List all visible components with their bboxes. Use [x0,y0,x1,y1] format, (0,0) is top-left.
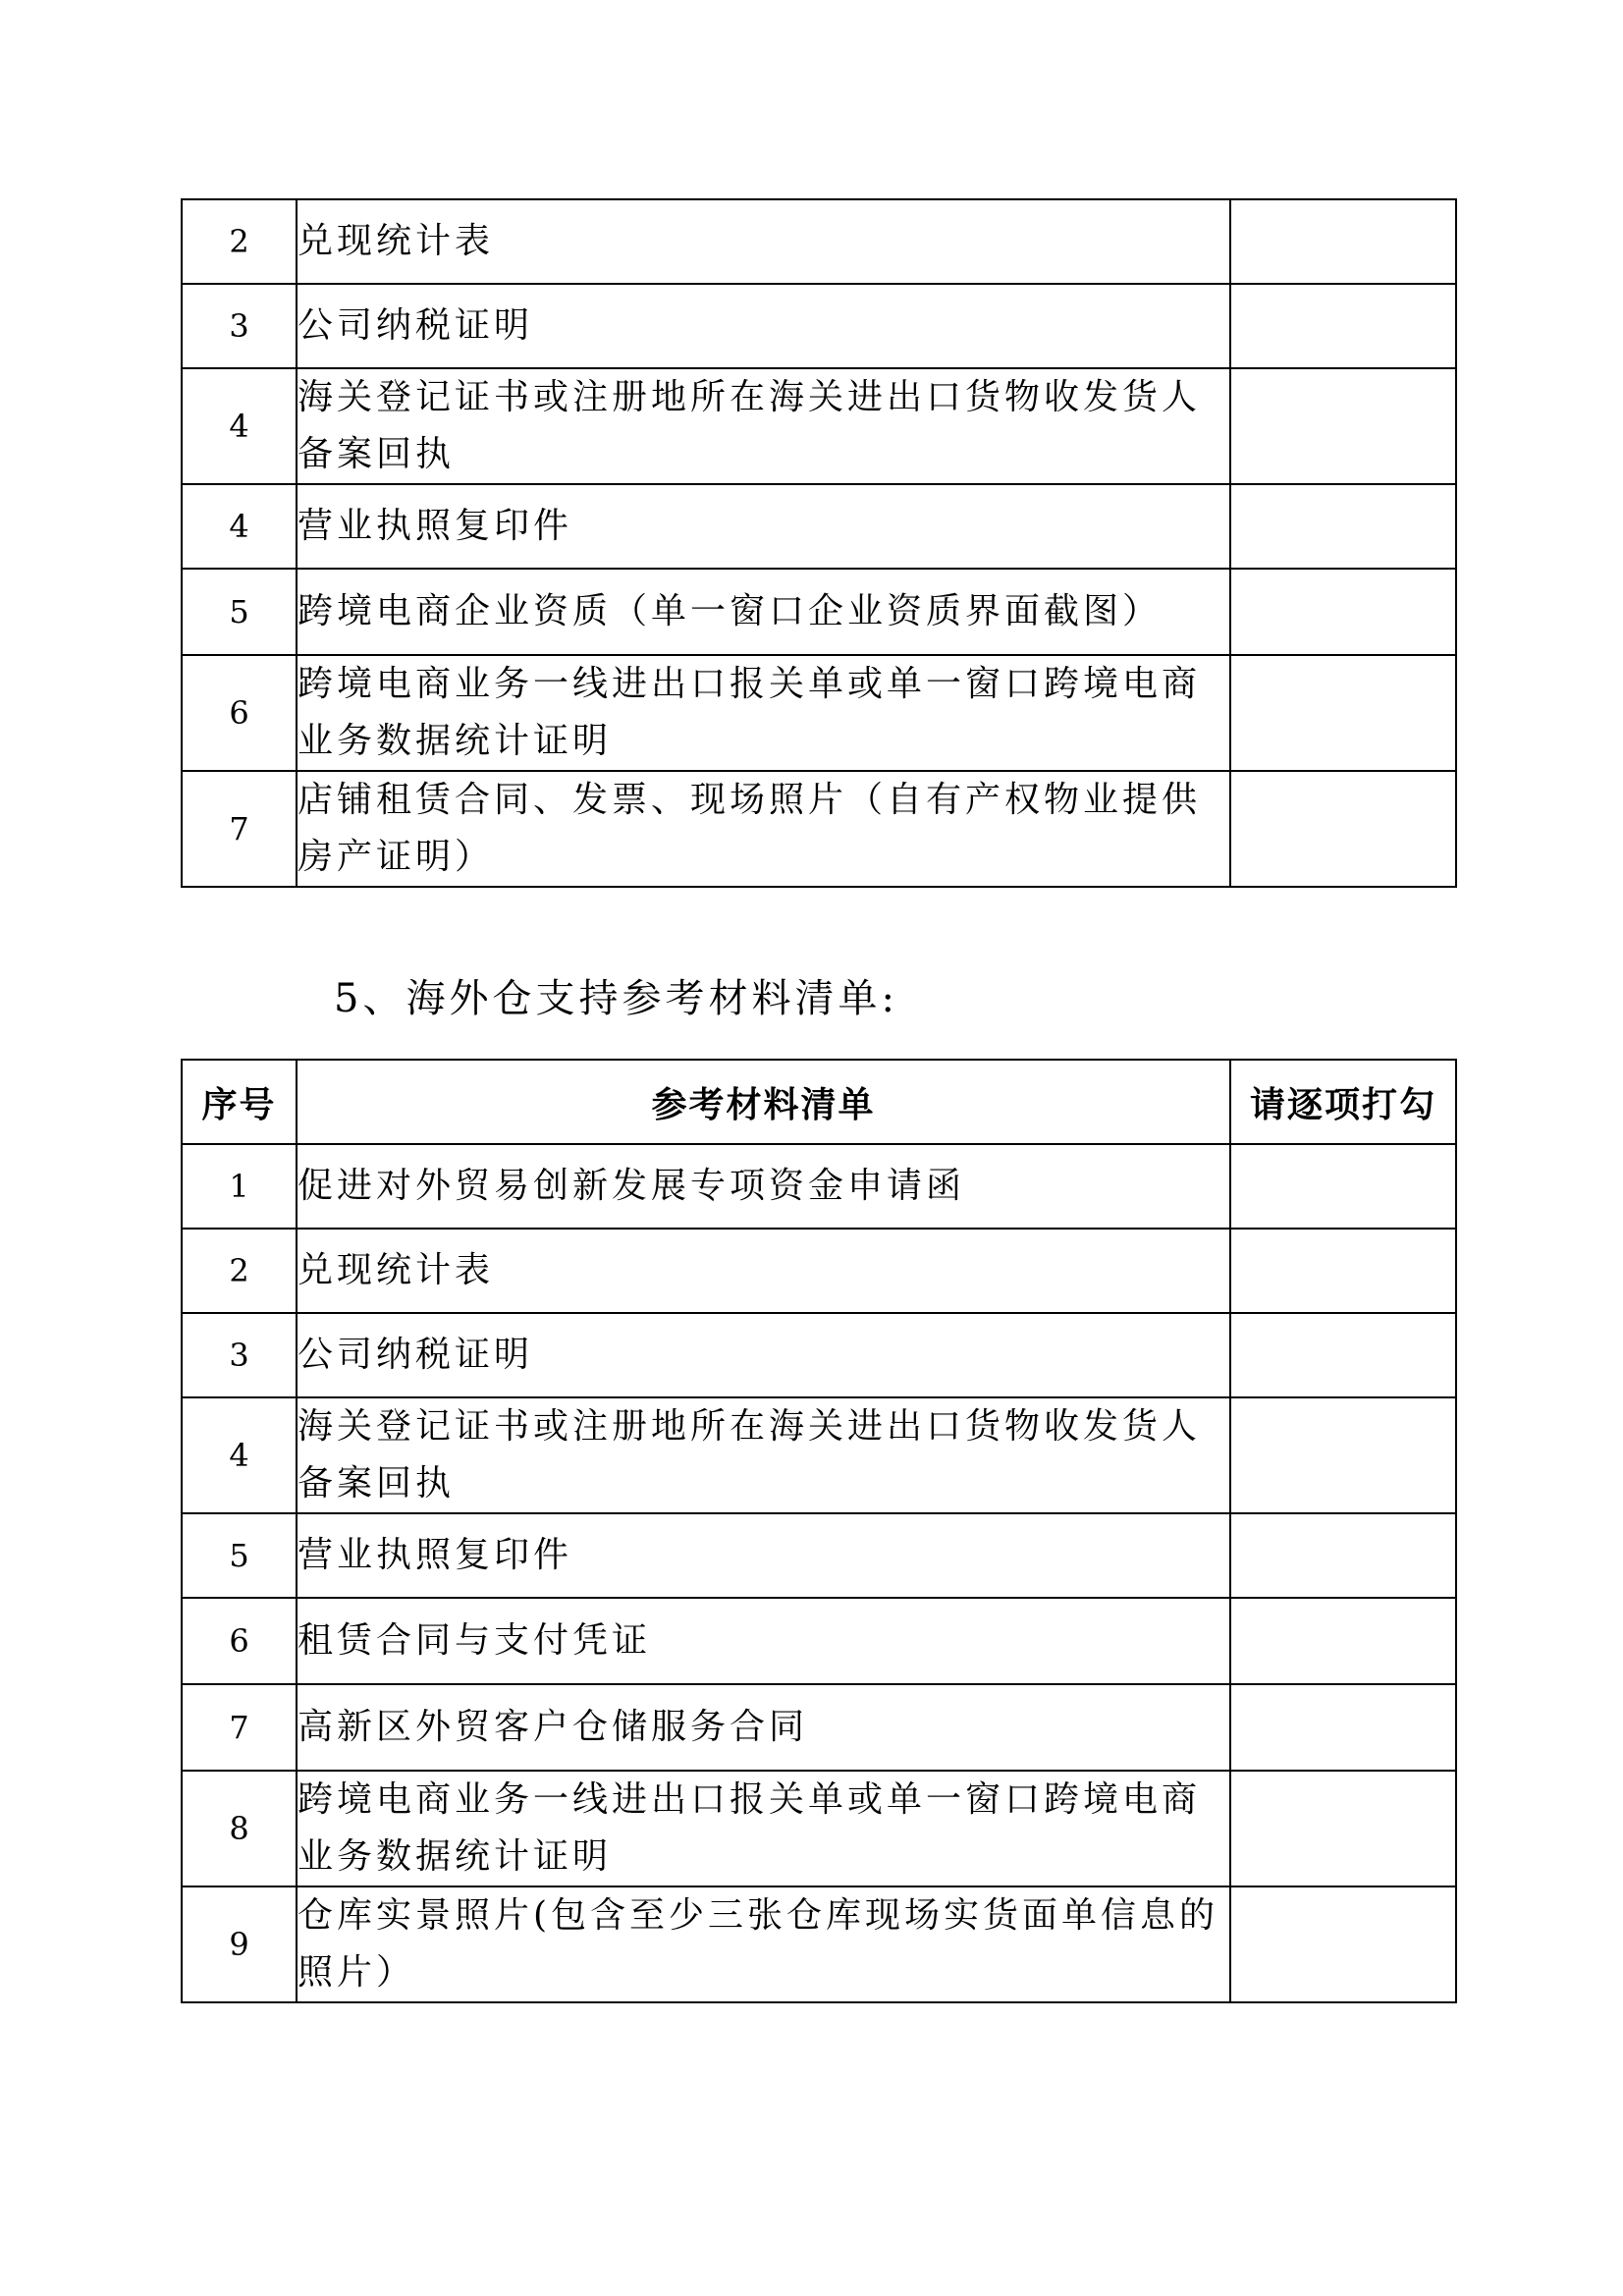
row-number: 8 [182,1771,297,1886]
check-cell[interactable] [1230,484,1456,569]
row-number: 5 [182,569,297,655]
material-item: 营业执照复印件 [297,484,1230,569]
material-item: 跨境电商业务一线进出口报关单或单一窗口跨境电商业务数据统计证明 [297,1771,1230,1886]
check-cell[interactable] [1230,1598,1456,1684]
table-row [182,1598,1456,1684]
row-number: 9 [182,1886,297,2002]
header-number: 序号 [182,1060,297,1144]
materials-table-continued [181,198,1457,888]
row-number: 6 [182,1598,297,1684]
material-item: 海关登记证书或注册地所在海关进出口货物收发货人备案回执 [297,368,1230,484]
table-row [182,368,1456,484]
table-row [182,569,1456,655]
table-row [182,1397,1456,1513]
check-cell[interactable] [1230,199,1456,284]
material-item: 促进对外贸易创新发展专项资金申请函 [297,1144,1230,1229]
material-item: 公司纳税证明 [297,1313,1230,1397]
check-cell[interactable] [1230,1144,1456,1229]
table-row [182,655,1456,771]
check-cell[interactable] [1230,1684,1456,1771]
material-item: 公司纳税证明 [297,284,1230,368]
table-row [182,1684,1456,1771]
material-item: 营业执照复印件 [297,1513,1230,1598]
header-check: 请逐项打勾 [1230,1060,1456,1144]
row-number: 2 [182,199,297,284]
material-item: 跨境电商业务一线进出口报关单或单一窗口跨境电商业务数据统计证明 [297,655,1230,771]
table-row [182,284,1456,368]
table-row [182,484,1456,569]
table-row [182,199,1456,284]
check-cell[interactable] [1230,569,1456,655]
row-number: 3 [182,284,297,368]
row-number: 5 [182,1513,297,1598]
table-row [182,1886,1456,2002]
table-row [182,771,1456,887]
row-number: 7 [182,1684,297,1771]
check-cell[interactable] [1230,1771,1456,1886]
material-item: 跨境电商企业资质（单一窗口企业资质界面截图） [297,569,1230,655]
material-item: 店铺租赁合同、发票、现场照片（自有产权物业提供房产证明） [297,771,1230,887]
check-cell[interactable] [1230,655,1456,771]
row-number: 4 [182,368,297,484]
row-number: 7 [182,771,297,887]
table-header-row [182,1060,1456,1144]
check-cell[interactable] [1230,1313,1456,1397]
check-cell[interactable] [1230,1229,1456,1313]
check-cell[interactable] [1230,1397,1456,1513]
table-row [182,1771,1456,1886]
row-number: 1 [182,1144,297,1229]
table-row [182,1144,1456,1229]
row-number: 3 [182,1313,297,1397]
header-materials: 参考材料清单 [297,1060,1230,1144]
check-cell[interactable] [1230,284,1456,368]
material-item: 海关登记证书或注册地所在海关进出口货物收发货人备案回执 [297,1397,1230,1513]
row-number: 6 [182,655,297,771]
material-item: 高新区外贸客户仓储服务合同 [297,1684,1230,1771]
table-row [182,1229,1456,1313]
material-item: 仓库实景照片(包含至少三张仓库现场实货面单信息的照片） [297,1886,1230,2002]
row-number: 4 [182,484,297,569]
check-cell[interactable] [1230,1886,1456,2002]
material-item: 租赁合同与支付凭证 [297,1598,1230,1684]
table-row [182,1513,1456,1598]
material-item: 兑现统计表 [297,199,1230,284]
check-cell[interactable] [1230,771,1456,887]
material-item: 兑现统计表 [297,1229,1230,1313]
row-number: 2 [182,1229,297,1313]
check-cell[interactable] [1230,1513,1456,1598]
table-row [182,1313,1456,1397]
check-cell[interactable] [1230,368,1456,484]
section-heading: 5、海外仓支持参考材料清单: [334,976,898,1021]
row-number: 4 [182,1397,297,1513]
overseas-warehouse-materials-table [181,1059,1457,2003]
